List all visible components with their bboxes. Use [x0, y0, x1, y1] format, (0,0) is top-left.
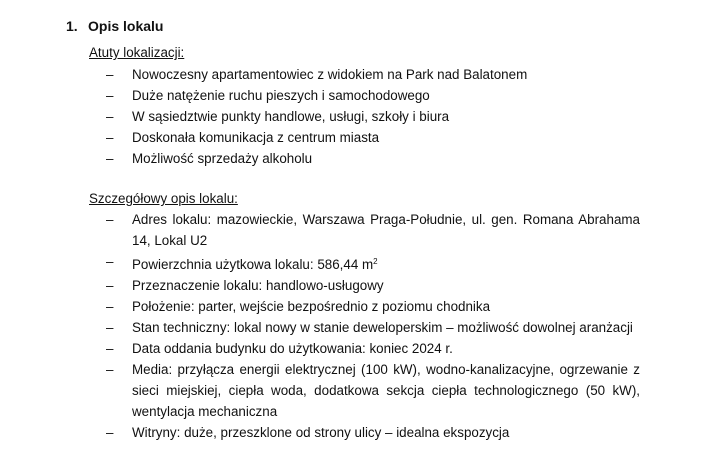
dash-bullet: –: [106, 254, 114, 269]
list-item: – Nowoczesny apartamentowiec z widokiem na Park nad Balatonem: [106, 64, 640, 85]
list-item: – Przeznaczenie lokalu: handlowo-usługowy: [106, 275, 640, 296]
heading-title: Opis lokalu: [88, 18, 164, 34]
list-item: – Stan techniczny: lokal nowy w stanie deweloperskim – możliwość dowolnej aranżacji: [106, 317, 640, 338]
list-item: – Duże natężenie ruchu pieszych i samochodowego: [106, 85, 640, 106]
dash-bullet: –: [106, 88, 114, 103]
dash-bullet: –: [106, 67, 114, 82]
dash-bullet: –: [106, 320, 114, 335]
dash-bullet: –: [106, 212, 114, 227]
dash-bullet: –: [106, 341, 114, 356]
area-superscript: 2: [373, 257, 378, 266]
dash-bullet: –: [106, 109, 114, 124]
dash-bullet: –: [106, 278, 114, 293]
list-item: – Data oddania budynku do użytkowania: koniec 2024 r.: [106, 338, 640, 359]
dash-bullet: –: [106, 362, 114, 377]
list-item: – Możliwość sprzedaży alkoholu: [106, 148, 640, 169]
list-item: – Doskonała komunikacja z centrum miasta: [106, 127, 640, 148]
location-advantages-list: [106, 64, 640, 169]
detailed-description-title: Szczegółowy opis lokalu:: [89, 191, 238, 206]
list-item: – Adres lokalu: mazowieckie, Warszawa Praga-Południe, ul. gen. Romana Abrahama 14, Lokal U2: [106, 209, 640, 251]
list-item: – Media: przyłącza energii elektrycznej (100 kW), wodno-kanalizacyjne, ogrzewanie z sieci miejskiej, ciepła woda, dodatkowa sekcja ciepła technologicznego (50 kW), wentylacja mechaniczna: [106, 359, 640, 422]
dash-bullet: –: [106, 130, 114, 145]
list-item: – Powierzchnia użytkowa lokalu: 586,44 $m^2$: [106, 251, 640, 275]
list-item: – Położenie: parter, wejście bezpośrednio z poziomu chodnika: [106, 296, 640, 317]
dash-bullet: –: [106, 151, 114, 166]
dash-bullet: –: [106, 299, 114, 314]
list-item: – W sąsiedztwie punkty handlowe, usługi, szkoły i biura: [106, 106, 640, 127]
list-item: – Witryny: duże, przeszklone od strony ulicy – idealna ekspozycja: [106, 422, 640, 443]
section-heading: [66, 16, 163, 36]
heading-number: 1.: [66, 18, 78, 34]
dash-bullet: –: [106, 425, 114, 440]
detailed-description-list: [106, 209, 640, 443]
location-advantages-title: Atuty lokalizacji:: [89, 45, 185, 60]
